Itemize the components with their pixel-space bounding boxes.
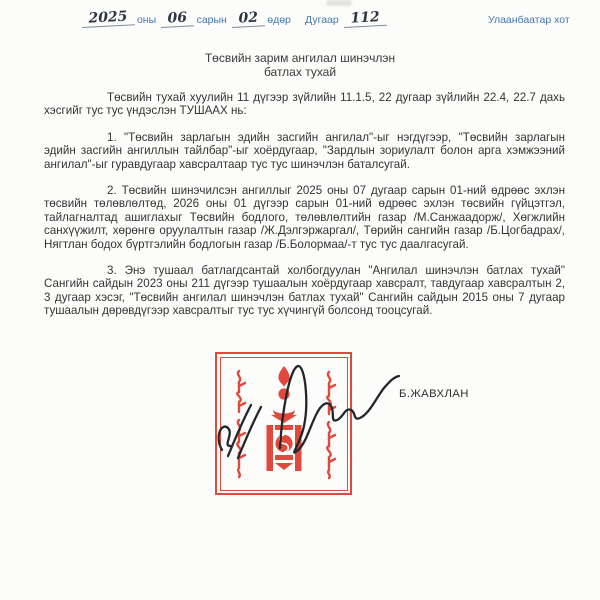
year-label: оны xyxy=(136,14,157,26)
header-date-line xyxy=(80,8,291,28)
order-item-3: 3. Энэ тушаал батлагдсантай холбогдуулан "Ангилал шинэчлэн батлах тухай" Сангийн сайдын 2023 оны 211 дүгээр тушаалын хоёрдугаар хавсралт, тавдугаар хавсралтын 2, 3 дугаар хэсэг, "Төсвийн ангилал шинэчлэн батлах тухай" Сангийн сайдын 2015 оны 7 дугаар тушаалын дөрөвдүгээр хавсралтыг тус тус хүчингүй болсонд тооцсугай. xyxy=(44,264,565,318)
signer-name: Б.ЖАВХЛАН xyxy=(399,388,469,400)
scan-artifact xyxy=(326,0,352,6)
number-label: Дугаар xyxy=(305,14,339,26)
document-title-line2: батлах тухай xyxy=(263,65,337,79)
number-value: 112 xyxy=(343,10,387,28)
year-value: 2025 xyxy=(81,9,135,28)
header-city xyxy=(488,14,570,26)
order-item-2: 2. Төсвийн шинэчилсэн ангиллыг 2025 оны 07 дугаар сарын 01-ний өдрөөс эхлэн төсвийн төлөвлөлтөд, 2026 оны 01 дүгээр сарын 01-ний өдрөөс эхлэн төсвийн гүйцэтгэл, тайлагналтад ашиглахыг Төсвийн бодлого, төлөвлөлтийн газар /М.Санжаадорж/, Хөгжлийн санхүүжилт, хөрөнгө оруулалтын газар /Ж.Дэлгэржаргал/, Төрийн сангийн газар /Б.Цогбадрах/, Нягтлан бодох бүртгэлийн бодлогын газар /Б.Болормаа/-т тус тус даалгасугай. xyxy=(44,184,565,251)
city-label: Улаанбаатар хот xyxy=(488,14,570,26)
document-title-line1: Төсвийн зарим ангилал шинэчлэн xyxy=(204,51,396,65)
document-title xyxy=(0,51,600,79)
preamble-paragraph: Төсвийн тухай хуулийн 11 дүгээр зүйлийн 11.1.5, 22 дугаар зүйлийн 22.4, 22.7 дахь хэсгийг тус тус үндэслэн ТУШААХ нь: xyxy=(44,91,565,118)
document-body xyxy=(0,51,600,331)
order-item-1: 1. "Төсвийн зарлагын эдийн засгийн ангилал"-ыг нэгдүгээр, "Төсвийн зарлагын эдийн засгийн ангиллын тайлбар"-ыг хоёрдугаар, "Зардлын зориулалт болон арга хэмжээний ангилал"-ыг гуравдугаар хавсралтаар тус тус шинэчлэн баталсугай. xyxy=(44,130,565,171)
month-label: сарын xyxy=(196,14,227,26)
day-value: 02 xyxy=(231,10,265,28)
signature-icon xyxy=(210,350,480,495)
month-value: 06 xyxy=(160,10,194,28)
day-label: өдөр xyxy=(267,14,291,26)
header-number xyxy=(305,9,389,28)
